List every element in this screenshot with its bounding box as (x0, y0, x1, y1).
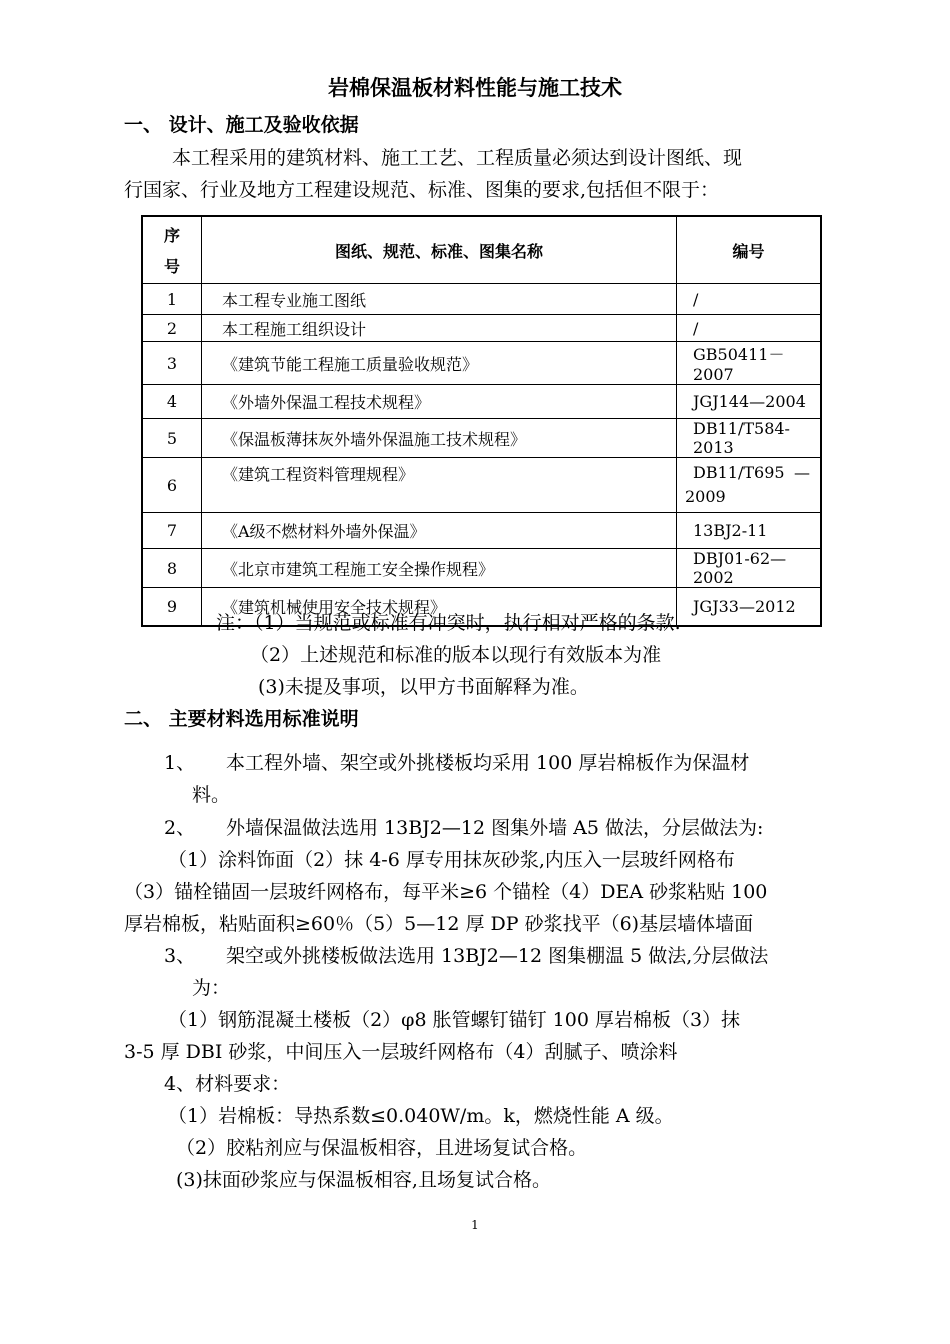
row-name: 《建筑工程资料管理规程》 (202, 458, 677, 513)
row-name: 《保温板薄抹灰外墙外保温施工技术规程》 (202, 419, 677, 458)
row-code: DB11/T584-2013 (677, 419, 822, 458)
item-3-line-4: 3-5 厚 DBI 砂浆，中间压入一层玻纤网格布（4）刮腻子、喷涂料 (124, 1041, 678, 1063)
table-row (142, 513, 821, 549)
item-2-line-1: 外墙保温做法选用 13BJ2—12 图集外墙 A5 做法，分层做法为: (226, 817, 764, 839)
intro-line-1: 本工程采用的建筑材料、施工工艺、工程质量必须达到设计图纸、现 (172, 147, 743, 169)
standards-table (141, 215, 822, 627)
header-num-line2: 号 (163, 257, 180, 276)
row-name: 本工程专业施工图纸 (202, 284, 677, 315)
row-num: 7 (142, 513, 202, 549)
page-title: 岩棉保温板材料性能与施工技术 (328, 76, 622, 100)
page-number: 1 (471, 1218, 479, 1232)
row-num: 8 (142, 549, 202, 588)
row-code: / (677, 284, 822, 315)
header-code: 编号 (677, 216, 822, 284)
row-num: 6 (142, 458, 202, 513)
item-2-line-3: （3）锚栓锚固一层玻纤网格布，每平米≥6 个锚栓（4）DEA 砂浆粘贴 100 (124, 881, 768, 903)
note-3: (3)未提及事项，以甲方书面解释为准。 (258, 676, 589, 698)
row-num: 5 (142, 419, 202, 458)
item-1-line-1: 本工程外墙、架空或外挑楼板均采用 100 厚岩棉板作为保温材 (226, 752, 750, 774)
row-num: 9 (142, 588, 202, 626)
table-row (142, 315, 821, 342)
item-4-line-3: (3)抹面砂浆应与保温板相容,且场复试合格。 (176, 1169, 551, 1191)
item-4-line-1: （1）岩棉板：导热系数≤0.040W/m。k，燃烧性能 A 级。 (168, 1105, 674, 1127)
table-header-row (142, 216, 821, 284)
note-2: （2）上述规范和标准的版本以现行有效版本为准 (250, 644, 662, 666)
row-code: GB50411－2007 (677, 342, 822, 385)
item-3-line-3: （1）钢筋混凝土楼板（2）φ8 胀管螺钉锚钉 100 厚岩棉板（3）抹 (168, 1009, 741, 1031)
table-row (142, 549, 821, 588)
row-code: / (677, 315, 822, 342)
header-num (142, 216, 202, 284)
row-code-part-b: — (794, 463, 810, 482)
item-3-number: 3、 (164, 945, 196, 967)
row-name: 《北京市建筑工程施工安全操作规程》 (202, 549, 677, 588)
intro-line-2: 行国家、行业及地方工程建设规范、标准、图集的要求,包括但不限于： (124, 179, 720, 201)
row-code-part-c: 2009 (685, 487, 726, 506)
section-1-heading: 一、 设计、施工及验收依据 (124, 114, 359, 136)
item-2-number: 2、 (164, 817, 196, 839)
row-code: 13BJ2-11 (677, 513, 822, 549)
table-row (142, 284, 821, 315)
section-2-heading: 二、 主要材料选用标准说明 (124, 708, 359, 730)
note-1: 注：（1）当规范或标准有冲突时，执行相对严格的条款. (216, 612, 681, 634)
item-2-line-4: 厚岩棉板，粘贴面积≥60％（5）5—12 厚 DP 砂浆找平（6)基层墙体墙面 (124, 913, 754, 935)
row-name: 《A级不燃材料外墙外保温》 (202, 513, 677, 549)
table-row (142, 419, 821, 458)
row-code: JGJ144—2004 (677, 385, 822, 419)
row-name: 本工程施工组织设计 (202, 315, 677, 342)
row-code (677, 458, 822, 513)
item-1-line-2: 料。 (192, 784, 231, 806)
item-3-line-1: 架空或外挑楼板做法选用 13BJ2—12 图集棚温 5 做法,分层做法 (226, 945, 769, 967)
item-2-line-2: （1）涂料饰面（2）抹 4-6 厚专用抹灰砂浆,内压入一层玻纤网格布 (168, 849, 735, 871)
row-code: DBJ01-62—2002 (677, 549, 822, 588)
table-row (142, 458, 821, 513)
row-num: 3 (142, 342, 202, 385)
item-3-line-2: 为： (192, 977, 231, 999)
row-num: 2 (142, 315, 202, 342)
row-code: JGJ33—2012 (677, 588, 822, 626)
row-name: 《建筑节能工程施工质量验收规范》 (202, 342, 677, 385)
row-name: 《建筑机械使用安全技术规程》 (202, 588, 677, 626)
table-row (142, 385, 821, 419)
row-name: 《外墙外保温工程技术规程》 (202, 385, 677, 419)
row-code-part-a: DB11/T695 (693, 463, 785, 482)
header-num-line1: 序 (163, 226, 180, 245)
row-num: 4 (142, 385, 202, 419)
header-name: 图纸、规范、标准、图集名称 (202, 216, 677, 284)
item-1-number: 1、 (164, 752, 196, 774)
row-num: 1 (142, 284, 202, 315)
table-row (142, 342, 821, 385)
item-4-line-2: （2）胶粘剂应与保温板相容，且进场复试合格。 (176, 1137, 588, 1159)
item-4-title: 4、材料要求： (164, 1073, 291, 1095)
